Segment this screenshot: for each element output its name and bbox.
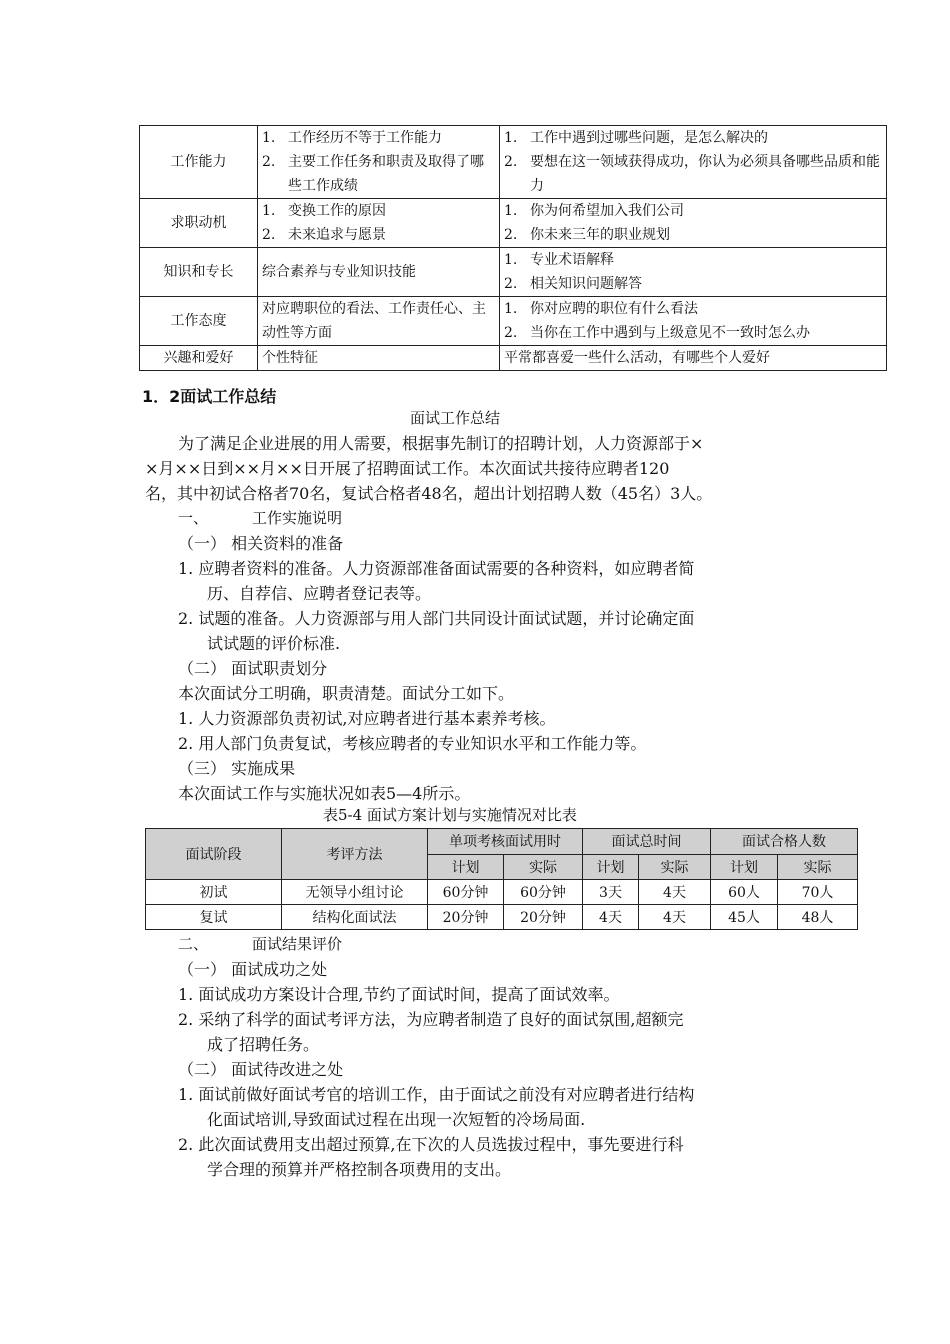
point-item: 主要工作任务和职责及取得了哪些工作成绩 <box>288 154 484 194</box>
table-row <box>146 880 858 905</box>
table-cell: 4天 <box>639 880 711 905</box>
table-cell: 20分钟 <box>428 905 504 930</box>
row-category: 知识和专长 <box>140 248 258 297</box>
table-cell: 48人 <box>778 905 858 930</box>
list-item-continuation: 历、自荐信、应聘者登记表等。 <box>207 584 432 603</box>
part-number: 一、 <box>178 509 209 527</box>
question-item: 你对应聘的职位有什么看法 <box>530 301 698 317</box>
header-plan: 计划 <box>711 854 778 880</box>
question-item: 工作中遇到过哪些问题，是怎么解决的 <box>530 130 768 146</box>
table-row <box>140 199 887 248</box>
header-stage: 面试阶段 <box>146 829 282 880</box>
sample-questions: 1. 你对应聘的职位有什么看法 2. 当你在工作中遇到与上级意见不一致时怎么办 <box>500 297 887 346</box>
subsection-heading: （一） 面试成功之处 <box>178 960 328 979</box>
header-qualified: 面试合格人数 <box>711 829 858 855</box>
list-item: 1. 面试成功方案设计合理,节约了面试时间，提高了面试效率。 <box>178 985 620 1004</box>
point-item: 未来追求与愿景 <box>288 227 386 243</box>
intro-paragraph-line: 为了满足企业进展的用人需要，根据事先制订的招聘计划，人力资源部于× <box>178 434 704 453</box>
sample-questions: 1. 你为何希望加入我们公司 2. 你未来三年的职业规划 <box>500 199 887 248</box>
subsection-heading: （二） 面试待改进之处 <box>178 1060 344 1079</box>
evaluation-points: 1. 工作经历不等于工作能力 2. 主要工作任务和职责及取得了哪些工作成绩 <box>258 126 500 199</box>
table-row <box>140 297 887 346</box>
interview-question-table <box>139 125 887 371</box>
table-row <box>146 905 858 930</box>
table-cell: 无领导小组讨论 <box>282 880 428 905</box>
table-cell: 20分钟 <box>504 905 583 930</box>
sample-questions: 1. 工作中遇到过哪些问题，是怎么解决的 2. 要想在这一领域获得成功，你认为必须具备哪些品质和能力 <box>500 126 887 199</box>
header-single-time: 单项考核面试用时 <box>428 829 583 855</box>
header-actual: 实际 <box>504 854 583 880</box>
list-item: 1. 应聘者资料的准备。人力资源部准备面试需要的各种资料，如应聘者简 <box>178 559 695 578</box>
list-item: 2. 试题的准备。人力资源部与用人部门共同设计面试试题，并讨论确定面 <box>178 609 695 628</box>
table-cell: 70人 <box>778 880 858 905</box>
question-item: 专业术语解释 <box>530 252 614 268</box>
interview-comparison-table <box>145 828 858 930</box>
row-category: 兴趣和爱好 <box>140 346 258 371</box>
table-cell: 60分钟 <box>504 880 583 905</box>
intro-paragraph-line: ×月××日到××月××日开展了招聘面试工作。本次面试共接待应聘者120 <box>145 459 670 478</box>
row-category: 工作能力 <box>140 126 258 199</box>
table-row <box>140 346 887 371</box>
question-item: 你未来三年的职业规划 <box>530 227 670 243</box>
part-title: 面试结果评价 <box>252 935 343 953</box>
header-total-time: 面试总时间 <box>583 829 711 855</box>
subsection-heading: （一） 相关资料的准备 <box>178 534 344 553</box>
table-cell: 3天 <box>583 880 639 905</box>
list-item-continuation: 化面试培训,导致面试过程在出现一次短暂的冷场局面. <box>207 1110 586 1129</box>
intro-paragraph-line: 名，其中初试合格者70名，复试合格者48名，超出计划招聘人数（45名）3人。 <box>145 484 713 503</box>
table-cell: 45人 <box>711 905 778 930</box>
paragraph: 本次面试工作与实施状况如表5—4所示。 <box>178 784 471 803</box>
row-category: 工作态度 <box>140 297 258 346</box>
list-item-continuation: 成了招聘任务。 <box>207 1035 320 1054</box>
list-item: 1. 面试前做好面试考官的培训工作，由于面试之前没有对应聘者进行结构 <box>178 1085 695 1104</box>
list-item: 2. 采纳了科学的面试考评方法，为应聘者制造了良好的面试氛围,超额完 <box>178 1010 684 1029</box>
evaluation-points: 1. 变换工作的原因 2. 未来追求与愿景 <box>258 199 500 248</box>
sample-questions: 1. 专业术语解释 2. 相关知识问题解答 <box>500 248 887 297</box>
part-title: 工作实施说明 <box>252 509 343 527</box>
section-heading: 1．2面试工作总结 <box>142 387 277 406</box>
table-row <box>140 248 887 297</box>
part-heading <box>178 509 342 527</box>
table-cell: 4天 <box>639 905 711 930</box>
table-cell: 初试 <box>146 880 282 905</box>
table-cell: 结构化面试法 <box>282 905 428 930</box>
question-item: 相关知识问题解答 <box>530 276 642 292</box>
header-plan: 计划 <box>583 854 639 880</box>
part-heading <box>178 935 342 953</box>
header-plan: 计划 <box>428 854 504 880</box>
document-title: 面试工作总结 <box>410 409 501 427</box>
point-item: 工作经历不等于工作能力 <box>288 130 442 146</box>
table-cell: 60人 <box>711 880 778 905</box>
evaluation-points: 对应聘职位的看法、工作责任心、主动性等方面 <box>258 297 500 346</box>
list-item: 2. 此次面试费用支出超过预算,在下次的人员选拔过程中，事先要进行科 <box>178 1135 684 1154</box>
evaluation-points: 个性特征 <box>258 346 500 371</box>
question-item: 当你在工作中遇到与上级意见不一致时怎么办 <box>530 325 810 341</box>
row-category: 求职动机 <box>140 199 258 248</box>
question-item: 你为何希望加入我们公司 <box>530 203 684 219</box>
table-cell: 4天 <box>583 905 639 930</box>
question-item: 要想在这一领域获得成功，你认为必须具备哪些品质和能力 <box>530 154 880 194</box>
evaluation-points: 综合素养与专业知识技能 <box>258 248 500 297</box>
paragraph: 本次面试分工明确，职责清楚。面试分工如下。 <box>178 684 515 703</box>
list-item-continuation: 试试题的评价标准. <box>207 634 341 653</box>
header-row <box>146 829 858 855</box>
list-item-continuation: 学合理的预算并严格控制各项费用的支出。 <box>207 1160 512 1179</box>
table-caption: 表5-4 面试方案计划与实施情况对比表 <box>323 806 577 824</box>
header-method: 考评方法 <box>282 829 428 880</box>
subsection-heading: （三） 实施成果 <box>178 759 296 778</box>
table-row <box>140 126 887 199</box>
point-item: 变换工作的原因 <box>288 203 386 219</box>
table-cell: 60分钟 <box>428 880 504 905</box>
subsection-heading: （二） 面试职责划分 <box>178 659 328 678</box>
part-number: 二、 <box>178 935 209 953</box>
list-item: 2. 用人部门负责复试，考核应聘者的专业知识水平和工作能力等。 <box>178 734 647 753</box>
header-actual: 实际 <box>639 854 711 880</box>
table-cell: 复试 <box>146 905 282 930</box>
sample-questions: 平常都喜爱一些什么活动，有哪些个人爱好 <box>500 346 887 371</box>
list-item: 1. 人力资源部负责初试,对应聘者进行基本素养考核。 <box>178 709 556 728</box>
header-actual: 实际 <box>778 854 858 880</box>
